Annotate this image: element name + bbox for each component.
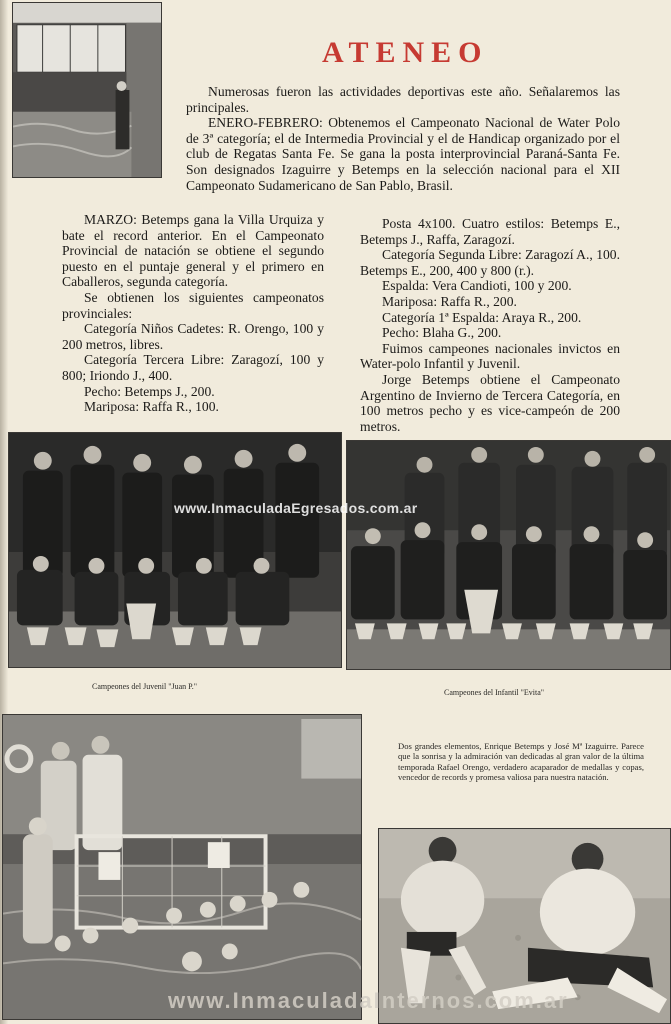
left-paragraph-3: Categoría Niños Cadetes: R. Orengo, 100 y 200 metros, libres.	[62, 321, 324, 352]
left-paragraph-2: Se obtienen los siguientes campeonatos provinciales:	[62, 289, 324, 321]
right-paragraph-2: Categoría Segunda Libre: Zaragozí A., 100. Betemps E., 200, 400 y 800 (r.).	[360, 247, 620, 278]
caption-infantil: Campeones del Infantil "Evita"	[444, 688, 545, 697]
photo-infantil-team-image	[347, 441, 670, 669]
right-paragraph-8: Jorge Betemps obtiene el Campeonato Argentino de Invierno de Tercera Categoría, en 100 metros pecho y es vice-campeón de 200 metros.	[360, 371, 620, 434]
right-paragraph-5: Categoría 1ª Espalda: Araya R., 200.	[382, 309, 582, 325]
left-paragraph-5: Pecho: Betemps J., 200.	[84, 383, 215, 399]
photo-juvenil-team-image	[9, 433, 341, 667]
right-paragraph-6: Pecho: Blaha G., 200.	[382, 325, 502, 341]
photo-juvenil-team	[8, 432, 342, 668]
right-paragraph-4: Mariposa: Raffa R., 200.	[382, 293, 517, 309]
caption-juvenil: Campeones del Juvenil "Juan P."	[92, 682, 197, 691]
right-paragraph-3: Espalda: Vera Candioti, 100 y 200.	[382, 278, 572, 294]
photo-water-polo-image	[3, 715, 361, 1019]
photo-infantil-team	[346, 440, 671, 670]
caption-duo: Dos grandes elementos, Enrique Betemps y José Mª Izaguirre. Parece que la sonrisa y la admiración van dedicadas al gran valor de la última temporada Rafael Orengo, verdadero acaparador de medallas y copas, vencedor de records y promesa valiosa para nuestra natación.	[398, 741, 644, 783]
left-paragraph-4: Categoría Tercera Libre: Zaragozí, 100 y 800; Iriondo J., 400.	[62, 352, 324, 383]
right-paragraph-7: Fuimos campeones nacionales invictos en Water-polo Infantil y Juvenil.	[360, 340, 620, 372]
right-paragraph-1: Posta 4x100. Cuatro estilos: Betemps E., Betemps J., Raffa, Zaragozí.	[360, 216, 620, 247]
photo-indoor-pool-image	[13, 3, 161, 177]
watermark-top: www.InmaculadaEgresados.com.ar	[174, 500, 418, 516]
left-column-text	[62, 212, 324, 415]
photo-water-polo	[2, 714, 362, 1020]
right-column-text	[360, 216, 620, 434]
intro-text	[186, 84, 620, 193]
watermark-bottom: www.InmaculadaInternos.com.ar	[168, 988, 569, 1013]
left-paragraph-1: MARZO: Betemps gana la Villa Urquiza y bate el record anterior. En el Campeonato Provincial de natación se obtiene el segundo puesto en el puntaje general y el primero en Caballeros, segunda categoría.	[62, 212, 324, 290]
intro-paragraph-1: Numerosas fueron las actividades deportivas este año. Señalaremos las principales.	[186, 84, 620, 115]
photo-indoor-pool	[12, 2, 162, 178]
intro-paragraph-2: ENERO-FEBRERO: Obtenemos el Campeonato Nacional de Water Polo de 3ª categoría; el de Intermedia Provincial y el de Handicap organizado por el club de Regatas Santa Fe. Se gana la posta interprovincial Paraná-Santa Fe. Son designados Izaguirre y Betemps en la selección nacional para el XII Campeonato Sudamericano de San Pablo, Brasil.	[186, 115, 620, 193]
left-paragraph-6: Mariposa: Raffa R., 100.	[84, 399, 219, 415]
page-title: ATENEO	[322, 36, 489, 69]
